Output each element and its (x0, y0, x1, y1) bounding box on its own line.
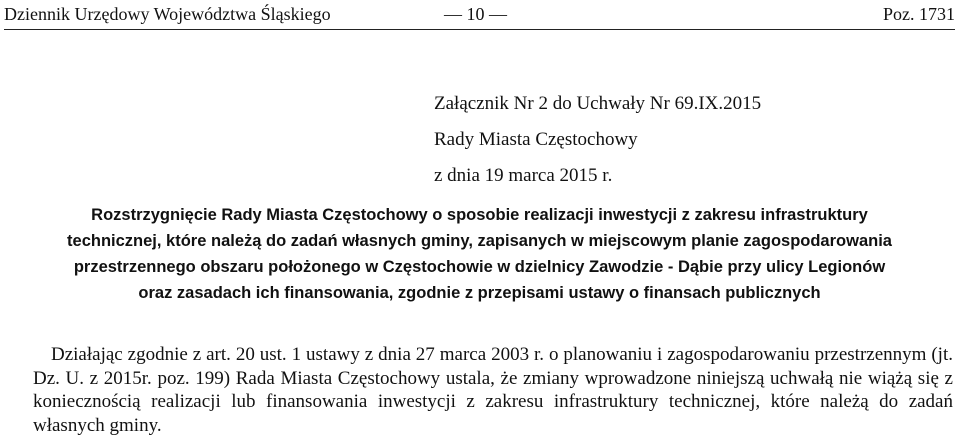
header-divider (4, 29, 955, 30)
annex-line-2: Rady Miasta Częstochowy (434, 129, 638, 150)
body-text (33, 343, 953, 437)
journal-title: Dziennik Urzędowy Województwa Śląskiego (4, 4, 331, 24)
title-line: technicznej, które należą do zadań własnych gminy, zapisanych w miejscowym planie zagospodarowania (67, 232, 892, 250)
body-paragraph: Działając zgodnie z art. 20 ust. 1 ustawy z dnia 27 marca 2003 r. o planowaniu i zagospodarowaniu przestrzennym (jt. Dz. U. z 2015r. poz. 199) Rada Miasta Częstochowy ustala, że zmiany wprowadzone niniejszą uchwałą nie wiążą się z koniecznością realizacji lub finansowania inwestycji z zakresu infrastruktury technicznej, które należą do zadań własnych gminy. (33, 344, 953, 436)
title-line: oraz zasadach ich finansowania, zgodnie z przepisami ustawy o finansach publicznych (138, 284, 821, 302)
page-header (4, 2, 955, 28)
title-line: przestrzennego obszaru położonego w Częstochowie w dzielnicy Zawodzie - Dąbie przy ulicy Legionów (73, 258, 886, 276)
annex-line-1: Załącznik Nr 2 do Uchwały Nr 69.IX.2015 (434, 93, 762, 114)
annex-line-3: z dnia 19 marca 2015 r. (434, 165, 613, 186)
document-title (0, 202, 959, 306)
annex-block (434, 86, 761, 194)
title-line: Rozstrzygnięcie Rady Miasta Częstochowy o sposobie realizacji inwestycji z zakresu infrastruktury (91, 206, 868, 224)
page-number: — 10 — (444, 4, 507, 24)
position-number: Poz. 1731 (883, 4, 955, 24)
